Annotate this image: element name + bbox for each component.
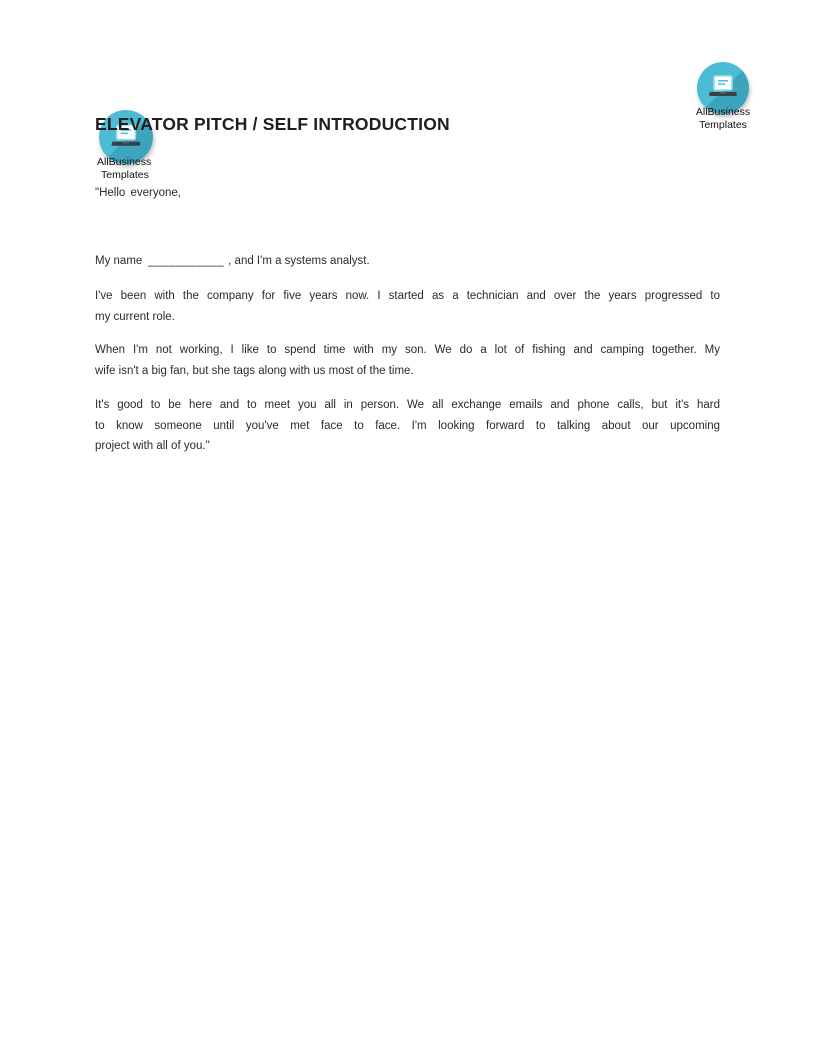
paragraph-line: project with all of you.": [95, 440, 210, 452]
brand-name-line2: Templates: [101, 168, 149, 181]
brand-name-line1: AllBusiness: [97, 156, 152, 168]
name-line-prefix: My name: [95, 255, 143, 267]
brand-name-line2: Templates: [699, 118, 747, 131]
name-line-suffix: , and I'm a systems analyst.: [228, 255, 370, 267]
page-title: ELEVATOR PITCH / SELF INTRODUCTION: [95, 114, 450, 134]
brand-name-line1: AllBusiness: [695, 106, 751, 118]
paragraph-family: [95, 340, 720, 381]
paragraph-line: wife isn't a big fan, but she tags along with us most of the time.: [95, 364, 414, 377]
name-blank-field: ___________: [148, 255, 225, 267]
paragraph-company: [95, 286, 720, 327]
laptop-icon: [706, 75, 740, 101]
paragraph-closing: [95, 395, 720, 457]
paragraph-line: I've been with the company for five years now. I started as a technician and over the years progressed to: [95, 290, 720, 302]
paragraph-line: When I'm not working, I like to spend time with my son. We do a lot of fishing and camping together. My: [95, 344, 720, 356]
paragraph-line: my current role.: [95, 310, 175, 323]
paragraph-line: It's good to be here and to meet you all in person. We all exchange emails and phone calls, but it's hard: [95, 399, 720, 411]
paragraph-line: to know someone until you've met face to face. I'm looking forward to talking about our upcoming: [95, 419, 720, 432]
brand-name-under-title: [97, 156, 151, 181]
greeting-line: "Hello everyone,: [95, 187, 181, 199]
name-fill-in-line: [95, 251, 720, 272]
brand-name-top-right: [672, 106, 774, 131]
